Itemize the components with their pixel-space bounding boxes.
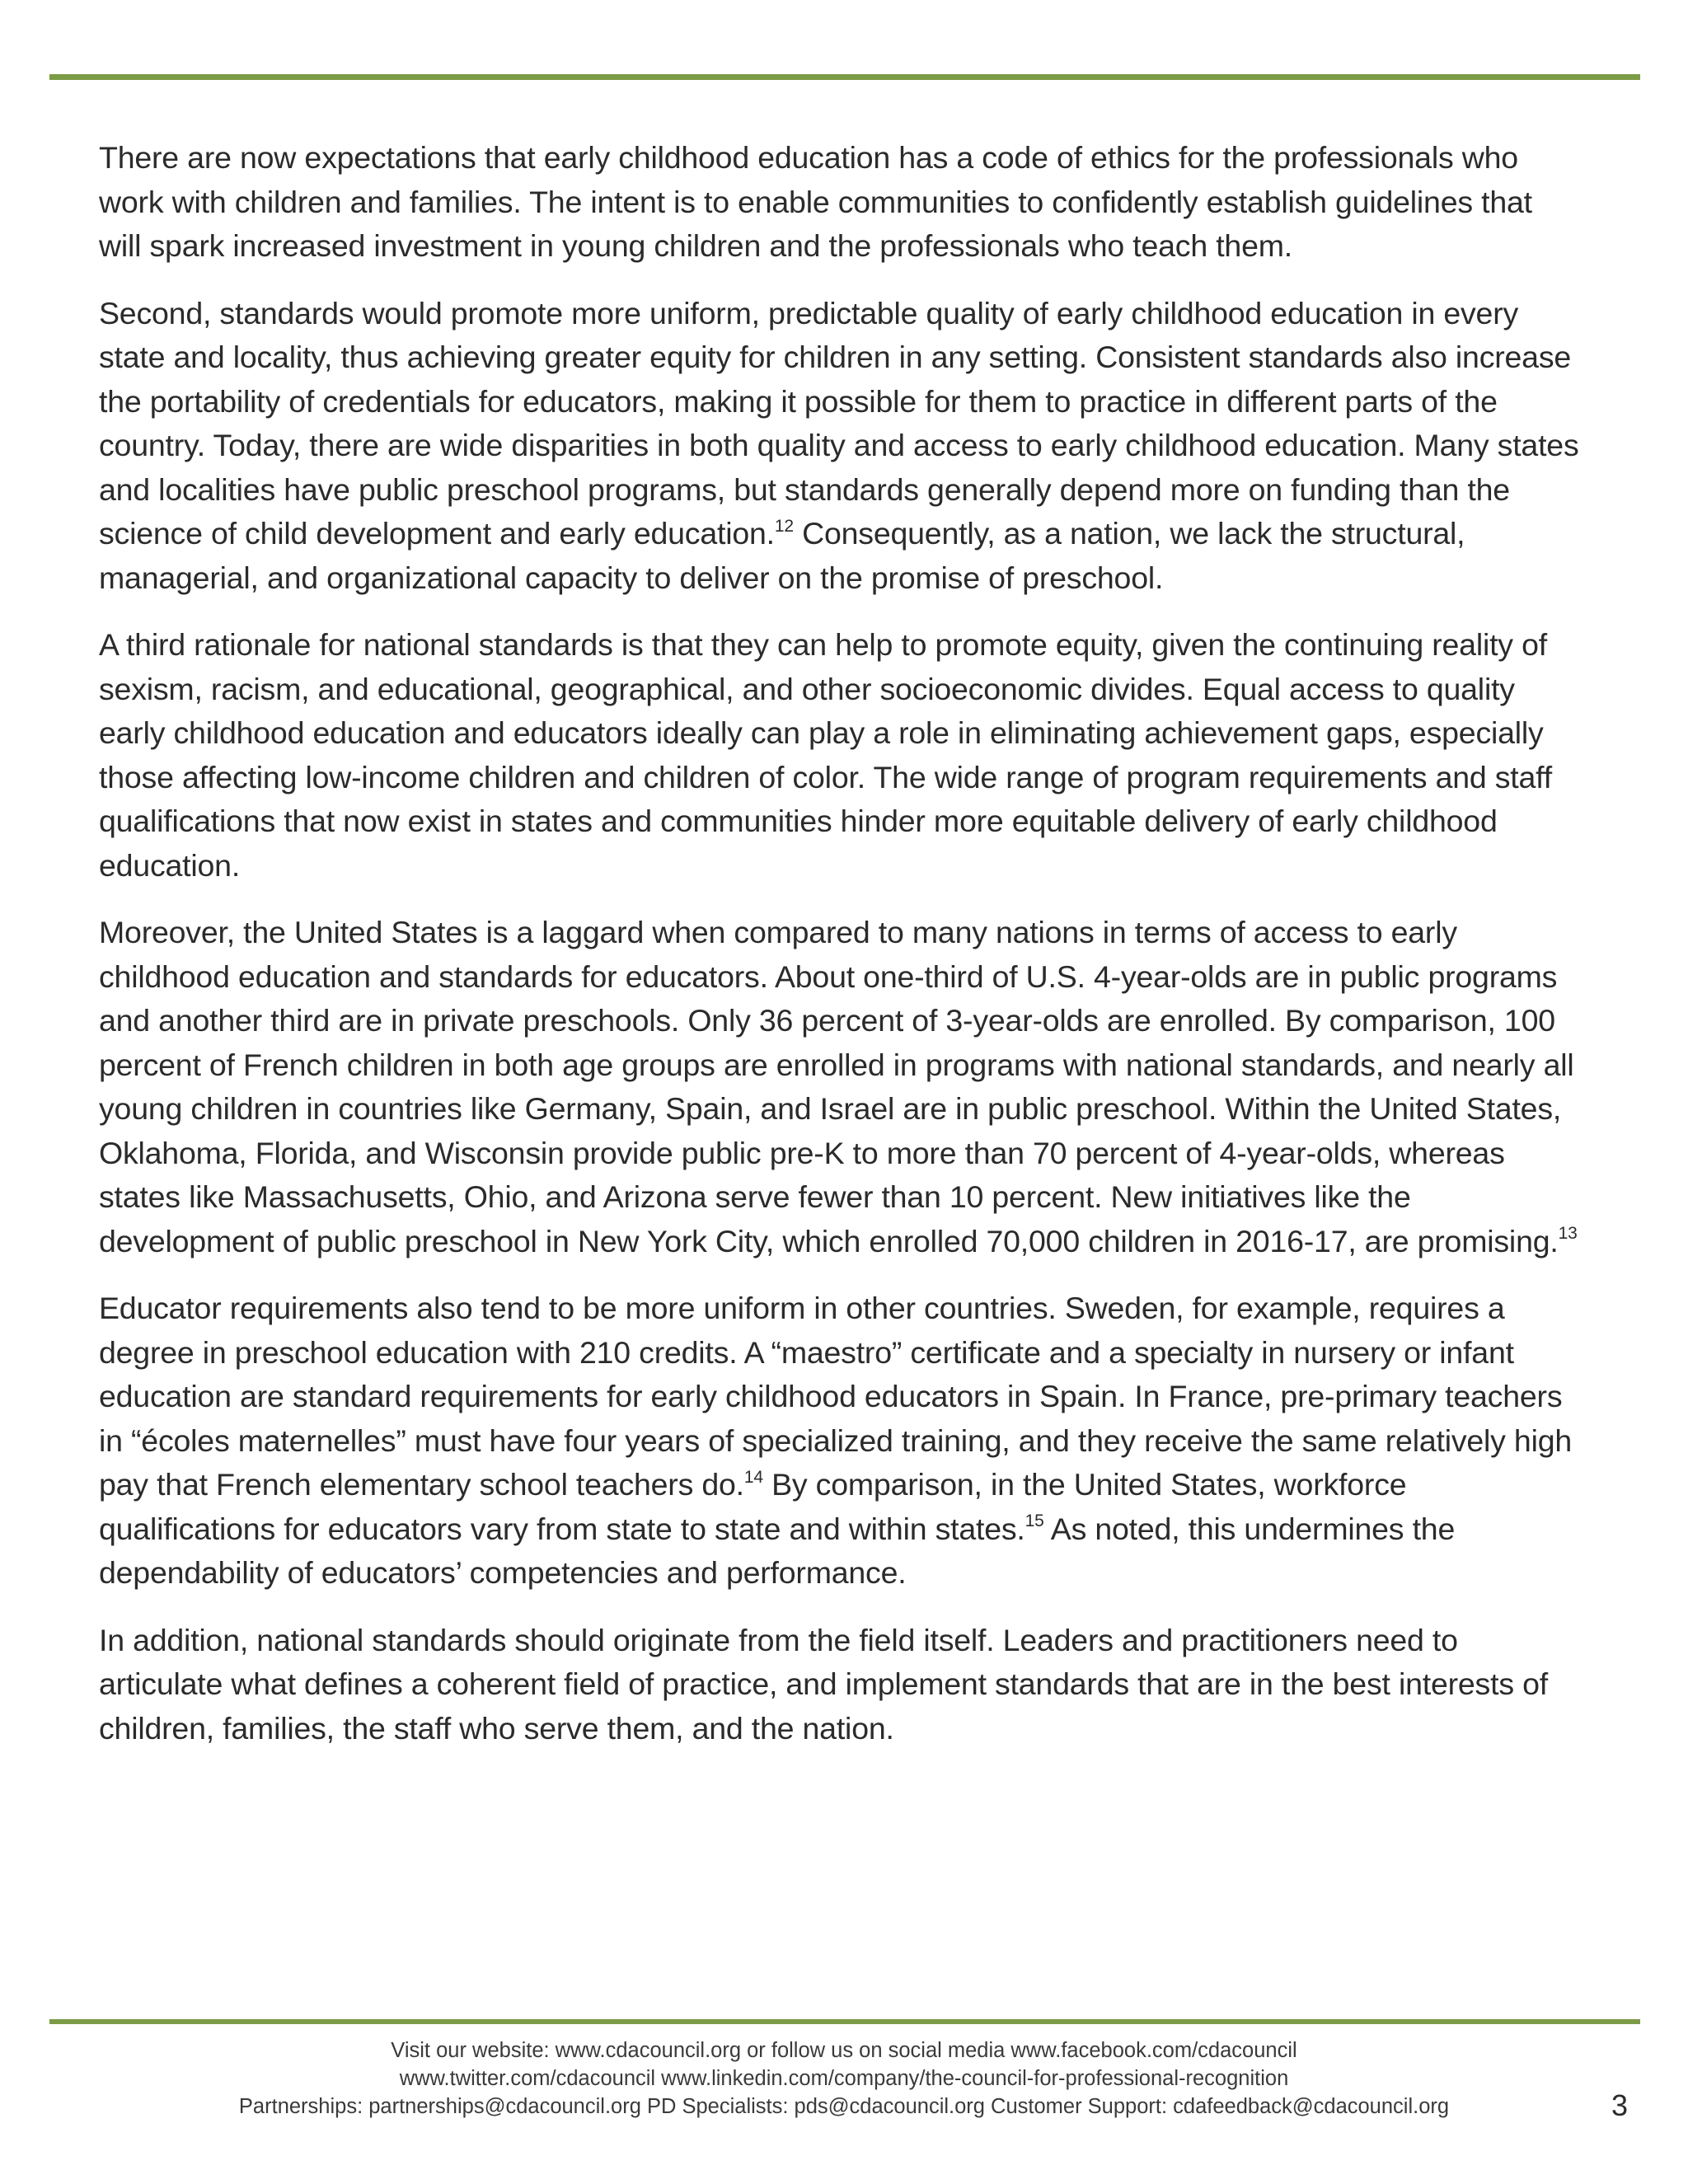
footnote-ref-14: 14	[743, 1467, 763, 1487]
footnote-ref-13: 13	[1558, 1224, 1578, 1243]
paragraph-text: Educator requirements also tend to be more uniform in other countries. Sweden, for example, requires a degree in preschool education with 210 credits. A “maestro” certificate and a specialty in nursery or infant education are standard requirements for early childhood educators in Spain. In France, pre-primary teachers in “écoles maternelles” must have four years of specialized training, and they receive the same relatively high pay that French elementary school teachers do.	[99, 1291, 1573, 1502]
paragraph-4	[99, 911, 1582, 1263]
paragraph-6	[99, 1619, 1582, 1751]
footnote-ref-12: 12	[774, 516, 794, 536]
paragraph-5	[99, 1286, 1582, 1596]
footer-contact	[0, 2036, 1688, 2121]
body-text	[99, 136, 1582, 1774]
footer-line-social: Visit our website: www.cdacouncil.org or follow us on social media www.facebook.com/cdacouncil	[391, 2039, 1297, 2062]
paragraph-text: Second, standards would promote more uniform, predictable quality of early childhood education in every state and locality, thus achieving greater equity for children in any setting. Consistent standards also increase the portability of credentials for educators, making it possible for them to practice in different parts of the country. Today, there are wide disparities in both quality and access to early childhood education. Many states and localities have public preschool programs, but standards generally depend more on funding than the science of child development and early education.	[99, 295, 1579, 551]
footer-line-emails: Partnerships: partnerships@cdacouncil.org PD Specialists: pds@cdacouncil.org Customer Support: cdafeedback@cdacouncil.org	[238, 2095, 1450, 2118]
footnote-ref-15: 15	[1025, 1511, 1044, 1530]
header-rule	[49, 74, 1640, 80]
paragraph-text: Consequently, as a nation, we lack the structural, managerial, and organizational capacity to deliver on the promise of preschool.	[99, 516, 1465, 595]
paragraph-1	[99, 136, 1582, 269]
paragraph-text: In addition, national standards should originate from the field itself. Leaders and practitioners need to articulate what defines a coherent field of practice, and implement standards that are in the best interests of children, families, the staff who serve them, and the nation.	[99, 1622, 1548, 1746]
page-number: 3	[1611, 2088, 1629, 2122]
paragraph-3	[99, 623, 1582, 888]
paragraph-text: Moreover, the United States is a laggard when compared to many nations in terms of access to early childhood education and standards for educators. About one-third of U.S. 4-year-olds are in public programs and another third are in private preschools. Only 36 percent of 3-year-olds are enrolled. By comparison, 100 percent of French children in both age groups are enrolled in programs with national standards, and nearly all young children in countries like Germany, Spain, and Israel are in public preschool. Within the United States, Oklahoma, Florida, and Wisconsin provide public pre-K to more than 70 percent of 4-year-olds, whereas states like Massachusetts, Ohio, and Arizona serve fewer than 10 percent. New initiatives like the development of public preschool in New York City, which enrolled 70,000 children in 2016-17, are promising.	[99, 915, 1574, 1258]
paragraph-text: By comparison, in the United States, workforce qualifications for educators vary from state to state and within states.	[99, 1467, 1407, 1546]
footer-line-links: www.twitter.com/cdacouncil www.linkedin.com/company/the-council-for-professional-recognition	[399, 2067, 1289, 2090]
paragraph-2	[99, 292, 1582, 601]
paragraph-text: A third rationale for national standards is that they can help to promote equity, given the continuing reality of sexism, racism, and educational, geographical, and other socioeconomic divides. Equal access to quality early childhood education and educators ideally can play a role in eliminating achievement gaps, especially those affecting low-income children and children of color. The wide range of program requirements and staff qualifications that now exist in states and communities hinder more equitable delivery of early childhood education.	[99, 627, 1552, 883]
footer-rule	[49, 2019, 1640, 2024]
paragraph-text: As noted, this undermines the dependability of educators’ competencies and performance.	[99, 1511, 1456, 1590]
paragraph-text: There are now expectations that early childhood education has a code of ethics for the professionals who work with children and families. The intent is to enable communities to confidently establish guidelines that will spark increased investment in young children and the professionals who teach them.	[99, 140, 1532, 263]
